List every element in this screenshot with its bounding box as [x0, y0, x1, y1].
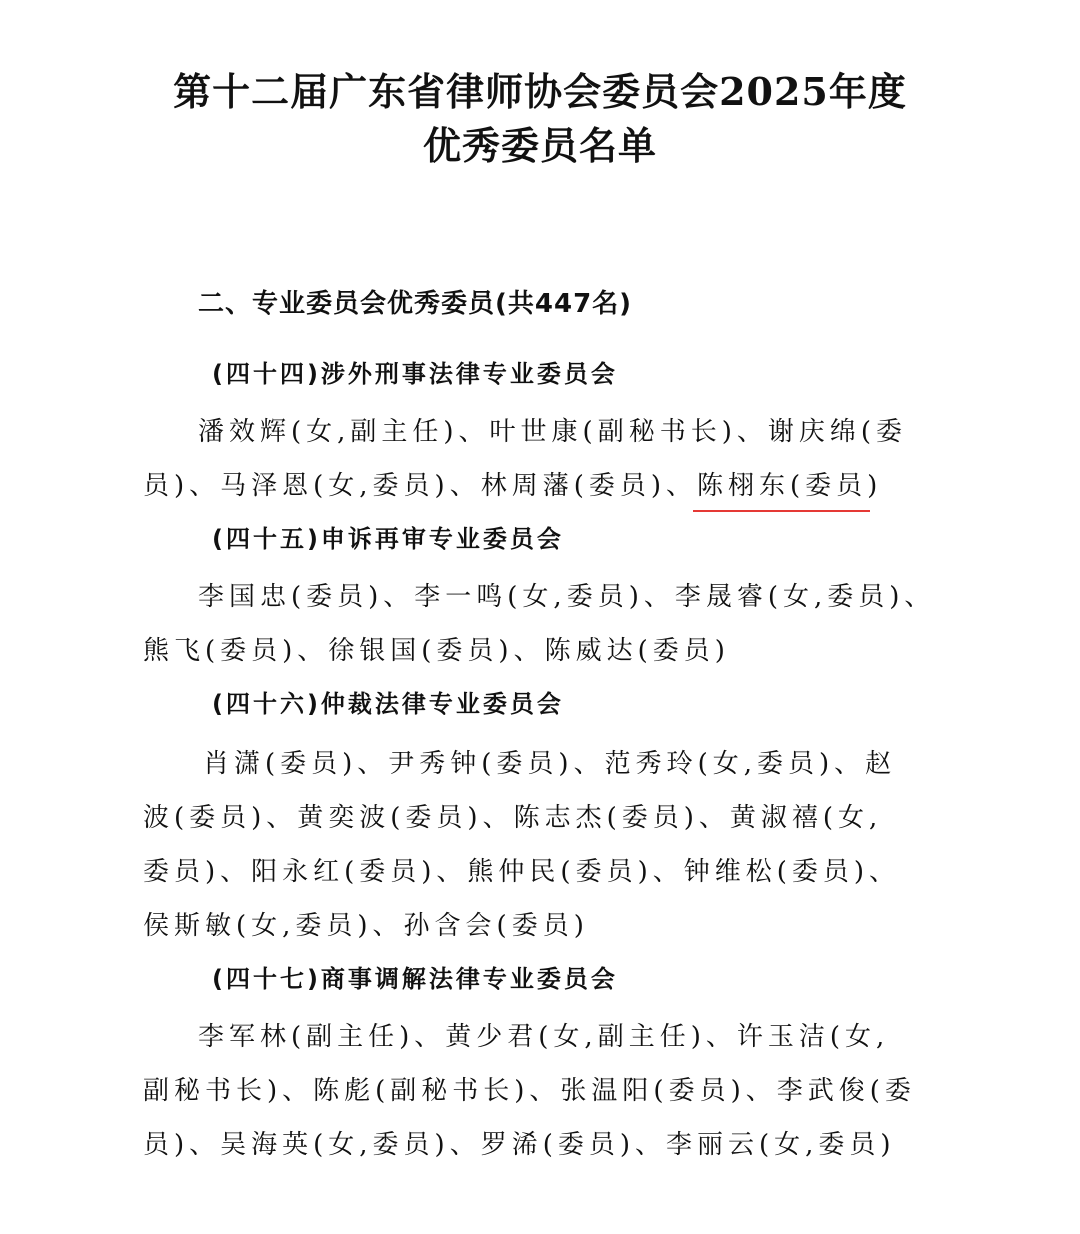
committee-46-line-4: 侯斯敏(女,委员)、孙含会(委员)	[143, 911, 589, 941]
section-heading: 二、专业委员会优秀委员(共447名)	[198, 289, 633, 319]
committee-47-line-3: 员)、吴海英(女,委员)、罗浠(委员)、李丽云(女,委员)	[143, 1130, 896, 1160]
committee-heading-46: (四十六)仲裁法律专业委员会	[212, 690, 564, 718]
committee-45-line-2: 熊飞(委员)、徐银国(委员)、陈威达(委员)	[143, 636, 730, 666]
committee-45-line-1: 李国忠(委员)、李一鸣(女,委员)、李晟睿(女,委员)、	[198, 582, 936, 612]
highlighted-name-text: 陈栩东(委员)	[696, 471, 883, 501]
committee-47-line-1: 李军林(副主任)、黄少君(女,副主任)、许玉洁(女,	[198, 1022, 890, 1052]
committee-44-line-2-text: 员)、马泽恩(女,委员)、林周藩(委员)、	[143, 471, 697, 501]
committee-heading-45: (四十五)申诉再审专业委员会	[212, 525, 564, 553]
committee-47-line-2: 副秘书长)、陈彪(副秘书长)、张温阳(委员)、李武俊(委	[143, 1076, 916, 1106]
committee-46-line-3: 委员)、阳永红(委员)、熊仲民(委员)、钟维松(委员)、	[143, 857, 901, 887]
committee-heading-47: (四十七)商事调解法律专业委员会	[212, 965, 618, 993]
document-title-line2: 优秀委员名单	[422, 123, 657, 168]
highlighted-name	[697, 466, 882, 506]
committee-44-line-2	[143, 466, 882, 506]
committee-44-line-1: 潘效辉(女,副主任)、叶世康(副秘书长)、谢庆绵(委	[198, 417, 907, 447]
red-underline-annotation	[693, 510, 870, 512]
document-title-line1: 第十二届广东省律师协会委员会2025年度	[173, 69, 907, 114]
committee-46-line-2: 波(委员)、黄奕波(委员)、陈志杰(委员)、黄淑禧(女,	[143, 803, 883, 833]
committee-46-line-1: 肖潇(委员)、尹秀钟(委员)、范秀玲(女,委员)、赵	[203, 749, 897, 779]
committee-heading-44: (四十四)涉外刑事法律专业委员会	[212, 360, 618, 388]
